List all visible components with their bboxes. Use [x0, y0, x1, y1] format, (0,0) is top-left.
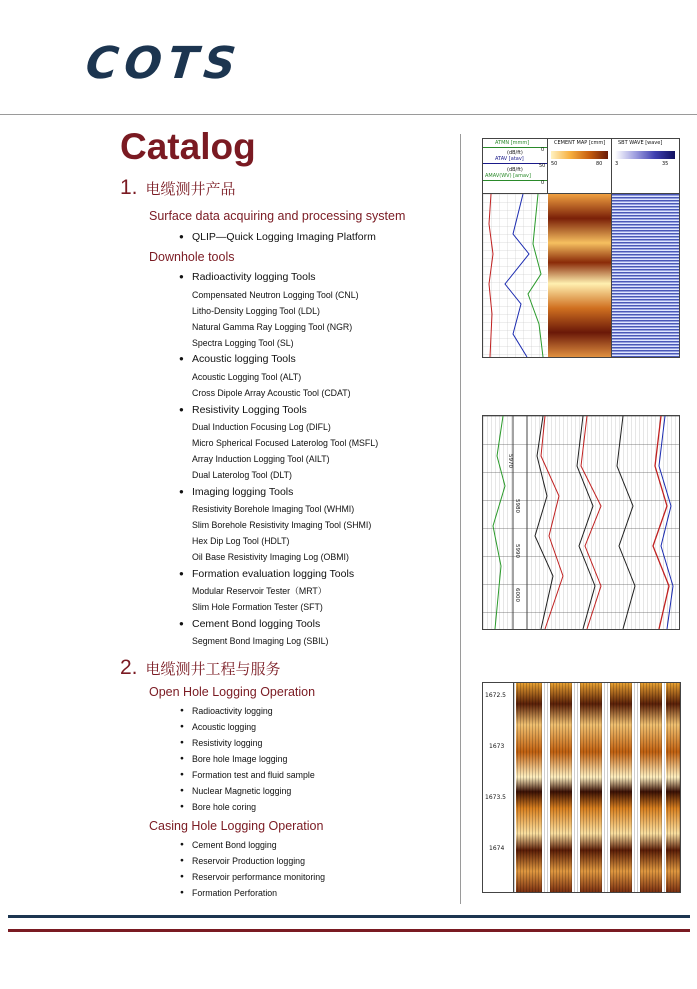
section2-heading: [120, 657, 281, 679]
header-sbt-wave: SBT WAVE [wave]: [618, 140, 663, 146]
column-divider: [460, 134, 461, 904]
log-header-wave: [612, 139, 679, 193]
list-item: ● Cement Bond logging: [192, 841, 277, 850]
list-item: Slim Hole Formation Tester (SFT): [192, 602, 323, 612]
list-item: Litho-Density Logging Tool (LDL): [192, 306, 320, 316]
list-item: ● Formation test and fluid sample: [192, 771, 315, 780]
group-resistivity: ● Resistivity Logging Tools: [192, 405, 307, 416]
units-label: (dB/ft): [507, 167, 523, 173]
list-item: ● Bore hole coring: [192, 803, 256, 812]
list-item: ● Radioactivity logging: [192, 707, 273, 716]
depth-label: 1672.5: [485, 692, 506, 699]
list-item: ● QLIP—Quick Logging Imaging Platform: [192, 232, 376, 243]
open-hole-heading: Open Hole Logging Operation: [149, 685, 316, 699]
group-cement: ● Cement Bond logging Tools: [192, 619, 320, 630]
list-item: Dual Induction Focusing Log (DIFL): [192, 422, 331, 432]
scale-label: 80: [596, 161, 603, 167]
list-item: Micro Spherical Focused Laterolog Tool (MSFL): [192, 438, 379, 448]
depth-label: 1673.5: [485, 794, 506, 801]
list-item: Natural Gamma Ray Logging Tool (NGR): [192, 322, 353, 332]
list-item: ● Bore hole Image logging: [192, 755, 287, 764]
footer-rule-red: [8, 929, 690, 932]
header-atmn: ATMN [mmm]: [495, 140, 530, 146]
units-label: (dB/ft): [507, 150, 523, 156]
page-title: Catalog: [120, 126, 256, 167]
log-header-map: [548, 139, 612, 193]
cement-bond-log-tracks: [483, 194, 679, 357]
borehole-image-strips: [514, 683, 680, 892]
section1-number: 1.: [120, 176, 138, 199]
list-item: Segment Bond Imaging Log (SBIL): [192, 636, 329, 646]
list-item: Slim Borehole Resistivity Imaging Tool (SHMI): [192, 520, 372, 530]
cement-bond-log-figure: [482, 138, 680, 358]
casing-hole-heading: Casing Hole Logging Operation: [149, 819, 324, 833]
section1-title: 电缆测井产品: [145, 180, 236, 198]
list-item: Hex Dip Log Tool (HDLT): [192, 536, 290, 546]
list-item: Array Induction Logging Tool (AILT): [192, 454, 330, 464]
list-item: Acoustic Logging Tool (ALT): [192, 372, 302, 382]
list-item: ● Formation Perforation: [192, 889, 277, 898]
surface-heading: Surface data acquiring and processing system: [149, 209, 406, 223]
list-item: Resistivity Borehole Imaging Tool (WHMI): [192, 504, 355, 514]
scale-label: 0: [541, 147, 545, 153]
header-divider: [0, 114, 697, 115]
depth-label: 1674: [489, 845, 505, 852]
group-radioactivity: ● Radioactivity logging Tools: [192, 272, 316, 283]
depth-track: [483, 683, 514, 892]
header-cement-map: CEMENT MAP [cmm]: [554, 140, 606, 146]
group-formation: ● Formation evaluation logging Tools: [192, 569, 354, 580]
scale-label: 50: [539, 163, 546, 169]
resistivity-log-tracks: [483, 416, 679, 629]
log-header-left: [483, 139, 548, 193]
group-acoustic: ● Acoustic logging Tools: [192, 354, 296, 365]
group-imaging: ● Imaging logging Tools: [192, 487, 293, 498]
downhole-heading: Downhole tools: [149, 250, 235, 264]
list-item: ● Reservoir Production logging: [192, 857, 305, 866]
list-item: ● Resistivity logging: [192, 739, 262, 748]
list-item: ● Reservoir performance monitoring: [192, 873, 325, 882]
list-item: Dual Laterolog Tool (DLT): [192, 470, 292, 480]
scale-label: 3: [615, 161, 619, 167]
header-atav: ATAV [atav]: [495, 156, 524, 162]
list-item: Compensated Neutron Logging Tool (CNL): [192, 290, 359, 300]
list-item: ● Acoustic logging: [192, 723, 256, 732]
depth-label: 1673: [489, 743, 505, 750]
section2-number: 2.: [120, 656, 138, 679]
list-item: Cross Dipole Array Acoustic Tool (CDAT): [192, 388, 351, 398]
resistivity-log-figure: [482, 415, 680, 630]
depth-label: 5980: [514, 499, 520, 513]
scale-label: 35: [662, 161, 669, 167]
depth-label: 6000: [514, 588, 520, 602]
section2-title: 电缆测井工程与服务: [145, 660, 281, 678]
list-item: Modular Reservoir Tester（MRT）: [192, 586, 327, 596]
list-item: ● Nuclear Magnetic logging: [192, 787, 291, 796]
footer-rule-blue: [8, 915, 690, 918]
borehole-image-figure: [482, 682, 681, 893]
header-amav: AMAV(WV) [amav]: [485, 173, 531, 179]
cots-logo: COTS: [83, 38, 245, 89]
depth-label: 5990: [514, 544, 520, 558]
depth-label: 5970: [507, 454, 513, 468]
section1-heading: [120, 177, 236, 199]
scale-label: 0: [541, 180, 545, 186]
list-item: Spectra Logging Tool (SL): [192, 338, 294, 348]
scale-label: 50: [551, 161, 558, 167]
list-item: Oil Base Resistivity Imaging Log (OBMI): [192, 552, 349, 562]
